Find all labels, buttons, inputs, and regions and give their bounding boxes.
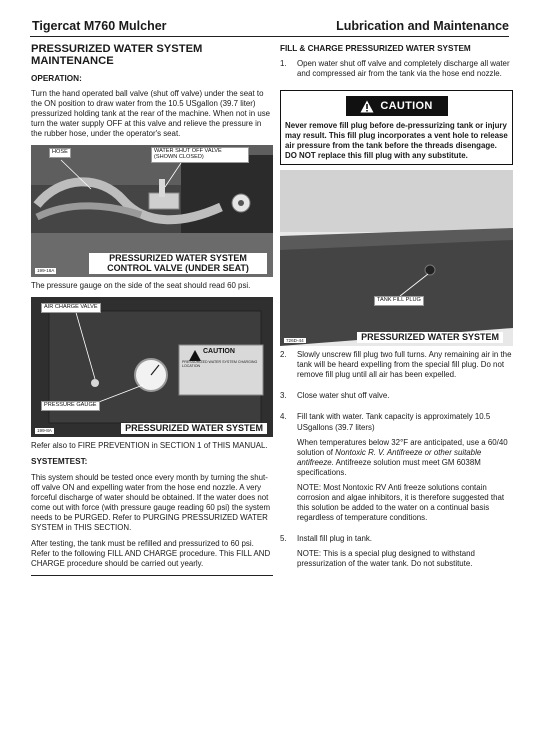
photo-code: 199-16A [37, 268, 55, 274]
step-1 [280, 59, 513, 84]
step-2 [280, 350, 513, 385]
operation-paragraph: Turn the hand operated ball valve (shut off valve) under the seat to the ON position to draw water from the 10.5 USgallon (39.7 liter) pressurized holding tank at the rear of the machine. When not in use turn the water supply OFF at this valve and relieve the pressure in the rubber hose, under the operator's seat. [31, 88, 271, 139]
step-3 [280, 391, 513, 406]
warning-triangle-icon [360, 100, 374, 113]
photo-code: 726D-44 [286, 337, 304, 343]
photo-caption-pressure-gauge: PRESSURIZED WATER SYSTEM [121, 423, 267, 434]
header-section-title: Lubrication and Maintenance [336, 19, 509, 33]
photo-control-valve [31, 145, 273, 277]
operation-heading: OPERATION: [31, 73, 82, 83]
caution-box [280, 90, 513, 165]
right-column [280, 44, 513, 580]
antifreeze-note: NOTE: Most Nontoxic RV Anti freeze solutions contain corrosion and algae inhibitors, it is therefore suggested that this solution be added to the water on a continual basis regardless of temperature conditions. [297, 482, 505, 522]
photo-code: 199-8A [37, 428, 52, 434]
step-number: 4. [280, 412, 287, 422]
gauge-paragraph: The pressure gauge on the side of the seat should read 60 psi. [31, 281, 251, 291]
photo-caption-tank: PRESSURIZED WATER SYSTEM [357, 332, 503, 343]
caution-banner [346, 96, 448, 116]
photo-pressure-gauge [31, 297, 273, 437]
caution-label: CAUTION [380, 99, 433, 112]
step-text: Open water shut off valve and completely discharge all water and compressed air from the tank via the hose end nozzle. [297, 59, 510, 79]
systemtest-paragraph: This system should be tested once every month by turning the shut-off valve ON and expelling water from the hose end nozzle. A very forceful discharge of water should be obtained. If the water does not come out with force (with pressure gauge reading 60 psi) the system needs to be PURGED. Refer to PURGING PRESSURIZED WATER SYSTEM in THIS SECTION. [31, 472, 271, 532]
label-water-shutoff-valve: WATER SHUT OFF VALVE (SHOWN CLOSED) [151, 147, 249, 163]
label-hose: HOSE [49, 148, 71, 158]
refer-paragraph: Refer also to FIRE PREVENTION in SECTION 1 of THIS MANUAL. [31, 441, 268, 451]
tank-fill-plug-illustration [280, 170, 513, 346]
caution-text: Never remove fill plug before de-pressurizing tank or injury may result. This fill plug incorporates a vent hole to release air pressure from the tank before the threads disengage. DO NOT replace this fill plug with any substitute. [285, 121, 508, 160]
step-5 [280, 534, 513, 574]
label-pressure-gauge: PRESSURE GAUGE [41, 401, 100, 411]
fill-charge-heading: FILL & CHARGE PRESSURIZED WATER SYSTEM [280, 44, 471, 53]
section-title: PRESSURIZED WATER SYSTEM MAINTENANCE [31, 43, 203, 67]
fill-plug-note: NOTE: This is a special plug designed to withstand pressurization of the water tank. Do not substitute. [297, 548, 475, 568]
step-text: Install fill plug in tank. [297, 533, 372, 543]
antifreeze-product: Nontoxic R. V. Antifreeze or other suitable antifreeze. [297, 447, 482, 467]
column-end-rule [31, 575, 273, 576]
step-text: Slowly unscrew fill plug two full turns. Any remaining air in the tank will be heard expelling from the special fill plug. Do not remove fill plug until all air has been expelled. [297, 350, 512, 380]
after-testing-paragraph: After testing, the tank must be refilled and pressurized to 60 psi. Refer to the following FILL AND CHARGE procedure. This FILL AND CHARGE procedure should be carried out yearly. [31, 538, 271, 568]
systemtest-heading: SYSTEMTEST: [31, 457, 88, 467]
photo-tank-fill-plug [280, 170, 513, 346]
label-tank-fill-plug: TANK FILL PLUG [374, 296, 424, 306]
left-column [31, 44, 273, 576]
step-text: Fill tank with water. Tank capacity is approximately 10.5 USgallons (39.7 liters) [297, 412, 491, 432]
step-number: 3. [280, 391, 287, 401]
sign-caution-title: CAUTION [203, 348, 235, 356]
step-4 [280, 412, 513, 527]
header-rule [30, 36, 509, 37]
step-number: 5. [280, 533, 287, 543]
header-manual-title: Tigercat M760 Mulcher [32, 19, 167, 33]
photo-caption-control-valve: PRESSURIZED WATER SYSTEM CONTROL VALVE (UNDER SEAT) [89, 253, 267, 274]
antifreeze-text-c: Antifreeze solution must meet GM 6038M specifications. [297, 457, 481, 477]
step-number: 1. [280, 59, 287, 69]
antifreeze-text-a: When temperatures below 32°F are anticipated, use a 60/40 solution of [297, 437, 508, 457]
label-air-charge-valve: AIR CHARGE VALVE [41, 303, 101, 313]
step-number: 2. [280, 350, 287, 360]
antifreeze-paragraph [297, 438, 513, 478]
sign-caution-text: PRESSURIZED WATER SYSTEM CHARGING LOCATION [182, 360, 258, 369]
step-text: Close water shut off valve. [297, 391, 390, 401]
